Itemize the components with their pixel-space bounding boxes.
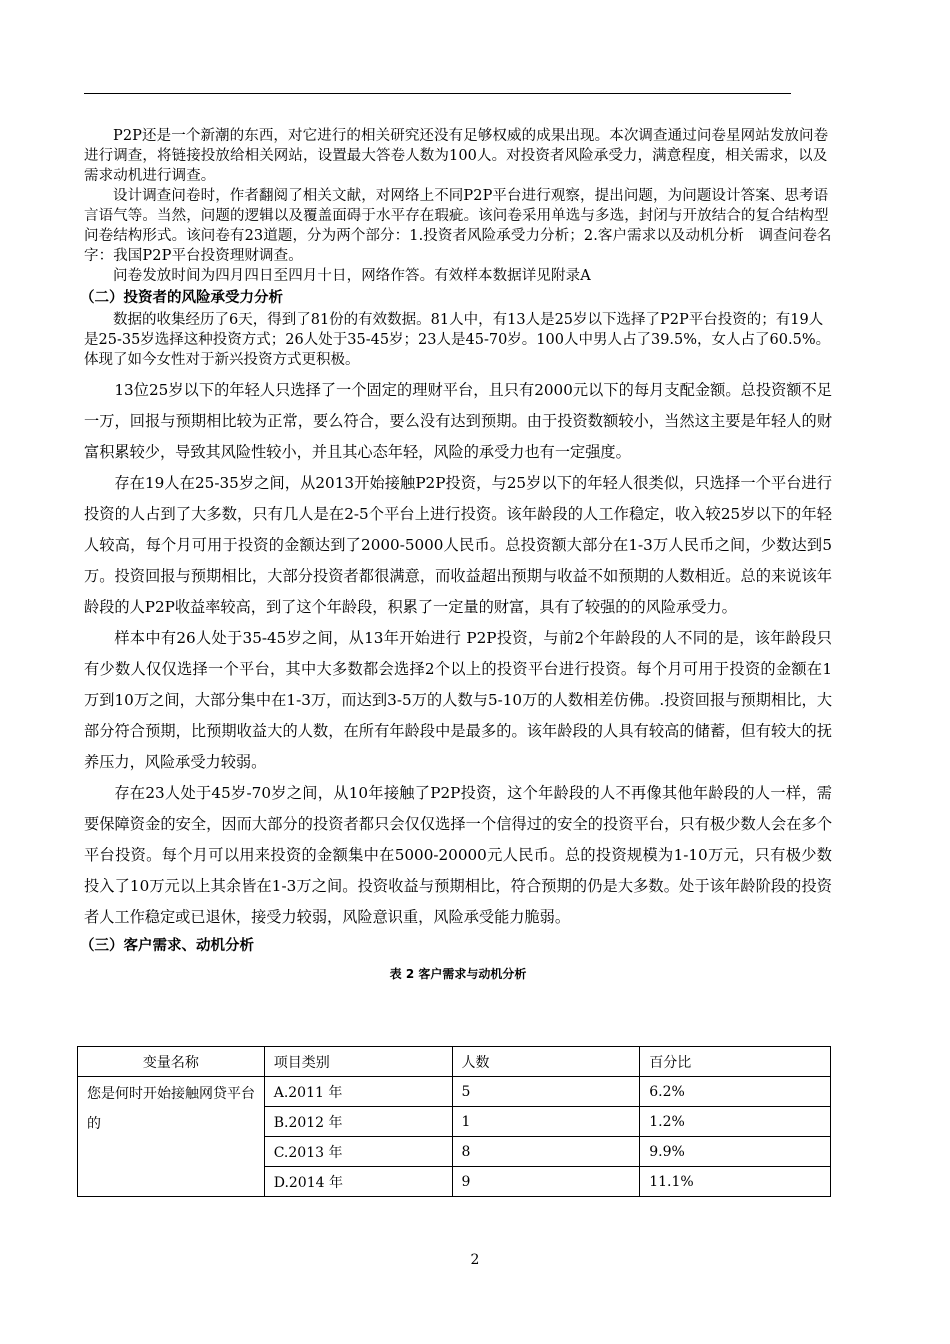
intro-paragraph: P2P还是一个新潮的东西，对它进行的相关研究还没有足够权威的成果出现。本次调查通过问卷星网站发放问卷进行调查，将链接投放给相关网站，设置最大答卷人数为100人。对投资者风险承受力，满意程度，相关需求，以及需求动机进行调查。 <box>84 128 829 184</box>
table-header-cell: 百分比 <box>640 1047 831 1077</box>
table-cell: 9.9% <box>640 1137 831 1167</box>
intro-section <box>84 126 832 286</box>
header-rule <box>84 93 791 94</box>
table-row <box>78 1077 831 1107</box>
table-variable-cell: 您是何时开始接触网贷平台的 <box>78 1077 265 1197</box>
table-header-cell: 项目类别 <box>264 1047 452 1077</box>
table-cell: A.2011 年 <box>264 1077 452 1107</box>
document-body <box>80 126 833 988</box>
body-paragraph: 样本中有26人处于35-45岁之间，从13年开始进行 P2P投资，与前2个年龄段的人不同的是，该年龄段只有少数人仅仅选择一个平台，其中大多数都会选择2个以上的投资平台进行投资。每个月可用于投资的金额在1万到10万之间，大部分集中在1-3万，而达到3-5万的人数与5-10万的人数相差仿佛。.投资回报与预期相比，大部分符合预期，比预期收益大的人数，在所有年龄段中是最多的。该年龄段的人具有较高的储蓄，但有较大的抚养压力，风险承受力较弱。 <box>84 629 833 771</box>
table-header-row <box>78 1047 831 1077</box>
table-cell: 9 <box>452 1167 640 1197</box>
table-cell: D.2014 年 <box>264 1167 452 1197</box>
table-cell: 1.2% <box>640 1107 831 1137</box>
section-heading-demand: （三）客户需求、动机分析 <box>80 938 254 954</box>
table-cell: 8 <box>452 1137 640 1167</box>
section-intro: 数据的收集经历了6天，得到了81份的有效数据。81人中，有13人是25岁以下选择了P2P平台投资的；有19人是25-35岁选择这种投资方式；26人处于35-45岁；23人是45-70岁。100人中男人占了39.5%，女人占了60.5%。体现了如今女性对于新兴投资方式更积极。 <box>84 312 831 368</box>
intro-paragraph: 问卷发放时间为四月四日至四月十日，网络作答。有效样本数据详见附录A <box>113 268 591 284</box>
page-number: 2 <box>470 1252 480 1268</box>
body-paragraph: 存在19人在25-35岁之间，从2013开始接触P2P投资，与25岁以下的年轻人很类似，只选择一个平台进行投资的人占到了大多数，只有几人是在2-5个平台上进行投资。该年龄段的人工作稳定，收入较25岁以下的年轻人较高，每个月可用于投资的金额达到了2000-5000人民币。总投资额大部分在1-3万人民币之间，少数达到5万。投资回报与预期相比，大部分投资者都很满意，而收益超出预期与收益不如预期的人数相近。总的来说该年龄段的人P2P收益率较高，到了这个年龄段，积累了一定量的财富，具有了较强的的风险承受力。 <box>84 474 832 616</box>
table-caption: 表 2 客户需求与动机分析 <box>389 967 527 981</box>
section-heading-risk: （二）投资者的风险承受力分析 <box>80 290 283 306</box>
table-cell: C.2013 年 <box>264 1137 452 1167</box>
intro-paragraph: 设计调查问卷时，作者翻阅了相关文献，对网络上不同P2P平台进行观察，提出问题，为问题设计答案、思考语言语气等。当然，问题的逻辑以及覆盖面碍于水平存在瑕疵。该问卷采用单选与多选，封闭与开放结合的复合结构型问卷结构形式。该问卷有23道题，分为两个部分：1.投资者风险承受力分析；2.客户需求以及动机分析 调查问卷名字：我国P2P平台投资理财调查。 <box>84 188 832 264</box>
table-header-cell: 人数 <box>452 1047 640 1077</box>
table-cell: 5 <box>452 1077 640 1107</box>
body-paragraph: 13位25岁以下的年轻人只选择了一个固定的理财平台，且只有2000元以下的每月支配金额。总投资额不足一万，回报与预期相比较为正常，要么符合，要么没有达到预期。由于投资数额较小，当然这主要是年轻人的财富积累较少，导致其风险性较小，并且其心态年轻，风险的承受力也有一定强度。 <box>84 381 832 461</box>
table-cell: 6.2% <box>640 1077 831 1107</box>
table-header-cell: 变量名称 <box>78 1047 265 1077</box>
body-paragraph: 存在23人处于45岁-70岁之间，从10年接触了P2P投资，这个年龄段的人不再像其他年龄段的人一样，需要保障资金的安全，因而大部分的投资者都只会仅仅选择一个信得过的安全的投资平台，只有极少数人会在多个平台投资。每个月可以用来投资的金额集中在5000-20000元人民币。总的投资规模为1-10万元，只有极少数投入了10万元以上其余皆在1-3万之间。投资收益与预期相比，符合预期的仍是大多数。处于该年龄阶段的投资者人工作稳定或已退休，接受力较弱，风险意识重，风险承受能力脆弱。 <box>84 784 832 926</box>
table-cell: B.2012 年 <box>264 1107 452 1137</box>
risk-analysis-section <box>84 375 832 933</box>
table-cell: 11.1% <box>640 1167 831 1197</box>
demand-motivation-table <box>77 1046 831 1197</box>
table-cell: 1 <box>452 1107 640 1137</box>
